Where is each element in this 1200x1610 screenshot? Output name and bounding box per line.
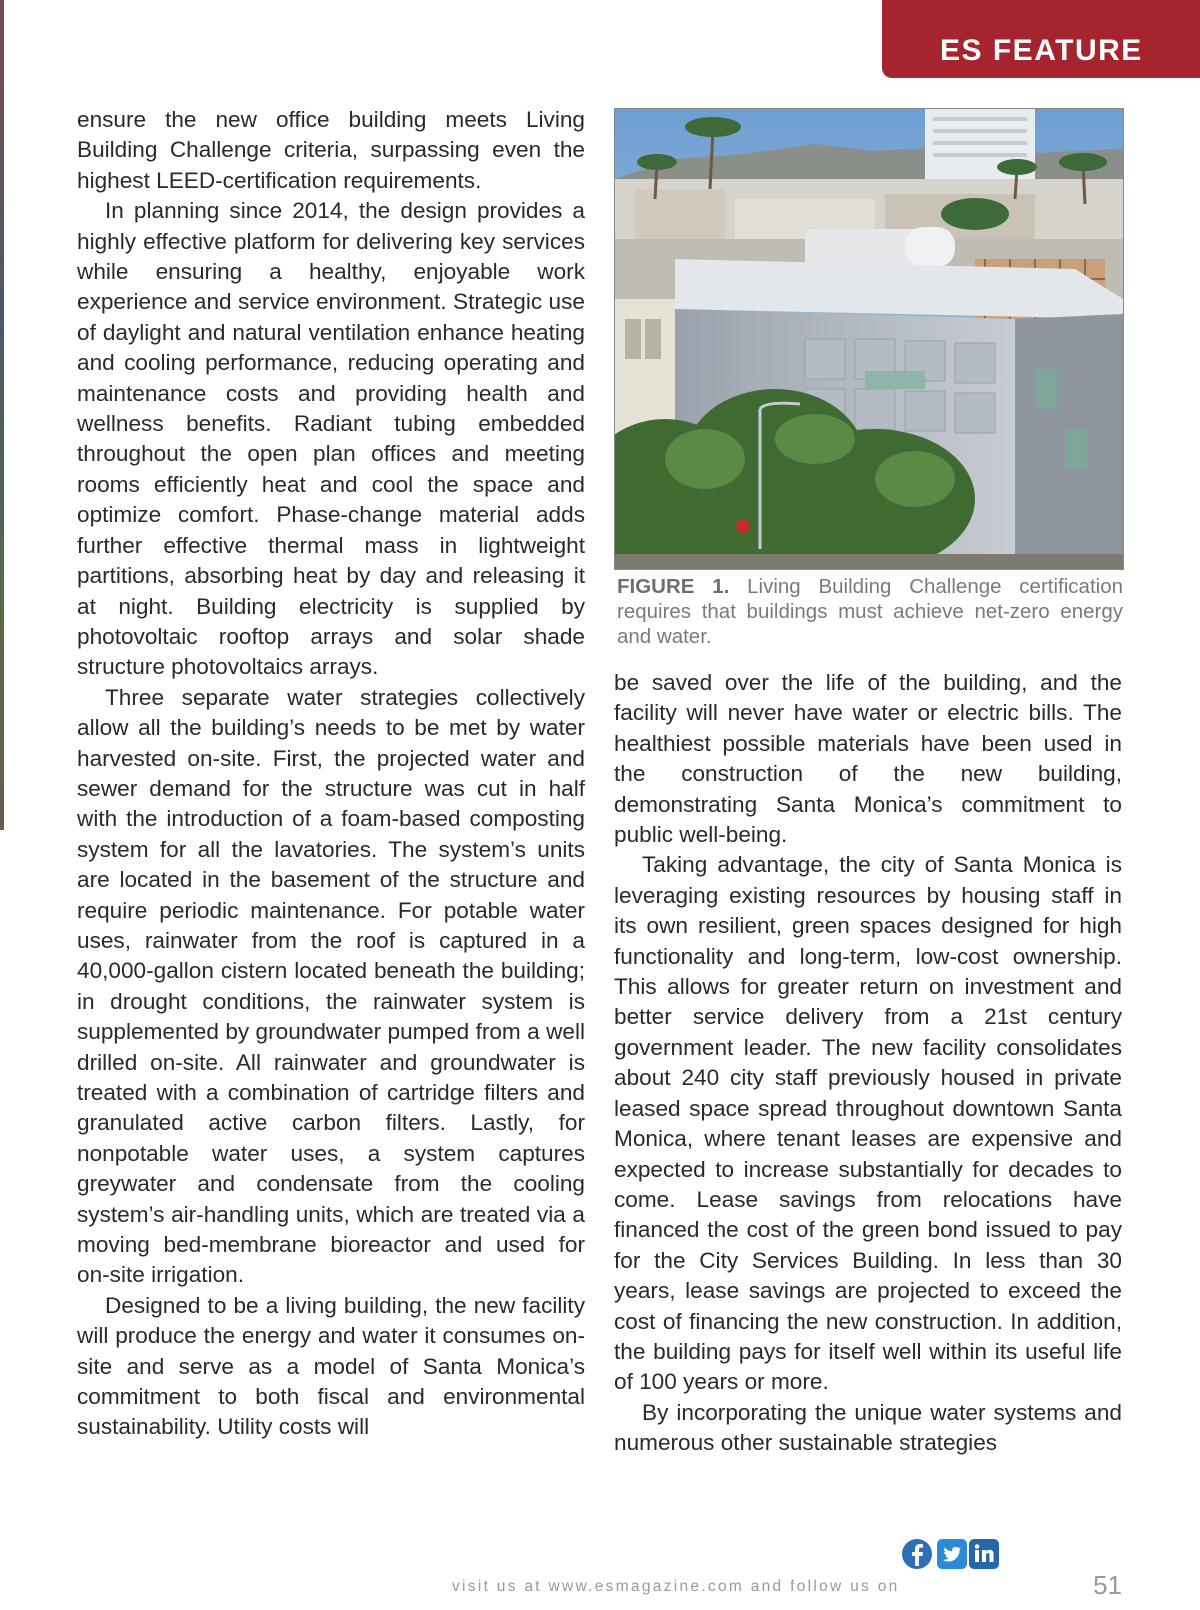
twitter-icon[interactable] bbox=[937, 1539, 967, 1569]
paragraph: be saved over the life of the building, and the facility will never have water or electric bills. The healthiest possible materials have been used in the construction of the new building, demonstrating Santa Monica’s commitment to public well-being. bbox=[614, 670, 1122, 848]
linkedin-icon[interactable] bbox=[969, 1539, 999, 1569]
figure-caption-text: Living Building Challenge certification requires that buildings must achieve net-zero energy and water. bbox=[617, 575, 1123, 648]
paragraph: By incorporating the unique water systems and numerous other sustainable strategies bbox=[614, 1399, 1122, 1456]
figure-photo bbox=[614, 108, 1124, 570]
article-right-column bbox=[614, 668, 1122, 1459]
facebook-icon[interactable] bbox=[902, 1539, 932, 1569]
paragraph: Taking advantage, the city of Santa Monica is leveraging existing resources by housing staff in its own resilient, green spaces designed for high functionality and long-term, low-cost ownership. This allows for greater return on investment and better service delivery from a 21st century government leader. The new facility consolidates about 240 city staff previously housed in private leased space spread throughout downtown Santa Monica, where tenant leases are expensive and expected to increase substantially for decades to come. Lease savings from relocations have financed the cost of the green bond issued to pay for the City Services Building. In less than 30 years, lease savings are projected to exceed the cost of financing the new construction. In addition, the building pays for itself well within its useful life of 100 years or more. bbox=[614, 852, 1122, 1395]
paragraph: In planning since 2014, the design provides a highly effective platform for delivering key services while ensuring a healthy, enjoyable work experience and service environment. Strategic use of daylight and natural ventilation enhance heating and cooling performance, reducing operating and maintenance costs and providing health and wellness benefits. Radiant tubing embedded throughout the open plan offices and meeting rooms efficiently heat and cool the space and optimize comfort. Phase-change material adds further effective thermal mass in lightweight partitions, absorbing heat by day and releasing it at night. Building electricity is supplied by photovoltaic rooftop arrays and solar shade structure photovoltaics arrays. bbox=[77, 198, 585, 680]
section-tab bbox=[882, 0, 1200, 78]
footer-follow-text: visit us at www.esmagazine.com and follow us on bbox=[452, 1578, 900, 1595]
page-edge-strip bbox=[0, 0, 4, 830]
paragraph: ensure the new office building meets Living Building Challenge criteria, surpassing even the highest LEED-certification requirements. bbox=[77, 107, 585, 193]
article-left-column bbox=[77, 105, 585, 1443]
figure-label: FIGURE 1. bbox=[617, 575, 730, 598]
section-label: ES FEATURE bbox=[940, 34, 1143, 67]
paragraph: Designed to be a living building, the new facility will produce the energy and water it consumes on-site and serve as a model of Santa Monica’s commitment to both fiscal and environmental sustainability. Utility costs will bbox=[77, 1292, 585, 1440]
page-number: 51 bbox=[1093, 1570, 1122, 1600]
figure-caption bbox=[617, 574, 1123, 649]
paragraph: Three separate water strategies collectively allow all the building’s needs to be met by water harvested on-site. First, the projected water and sewer demand for the structure was cut in half with the introduction of a foam-based composting system for all the lavatories. The system’s units are located in the basement of the structure and require periodic maintenance. For potable water uses, rainwater from the roof is captured in a 40,000-gallon cistern located beneath the building; in drought conditions, the rainwater system is supplemented by groundwater pumped from a well drilled on-site. All rainwater and groundwater is treated with a combination of cartridge filters and granulated active carbon filters. Lastly, for nonpotable water uses, a system captures greywater and condensate from the cooling system’s air-handling units, which are treated via a moving bed-membrane bioreactor and used for on-site irrigation. bbox=[77, 684, 585, 1288]
